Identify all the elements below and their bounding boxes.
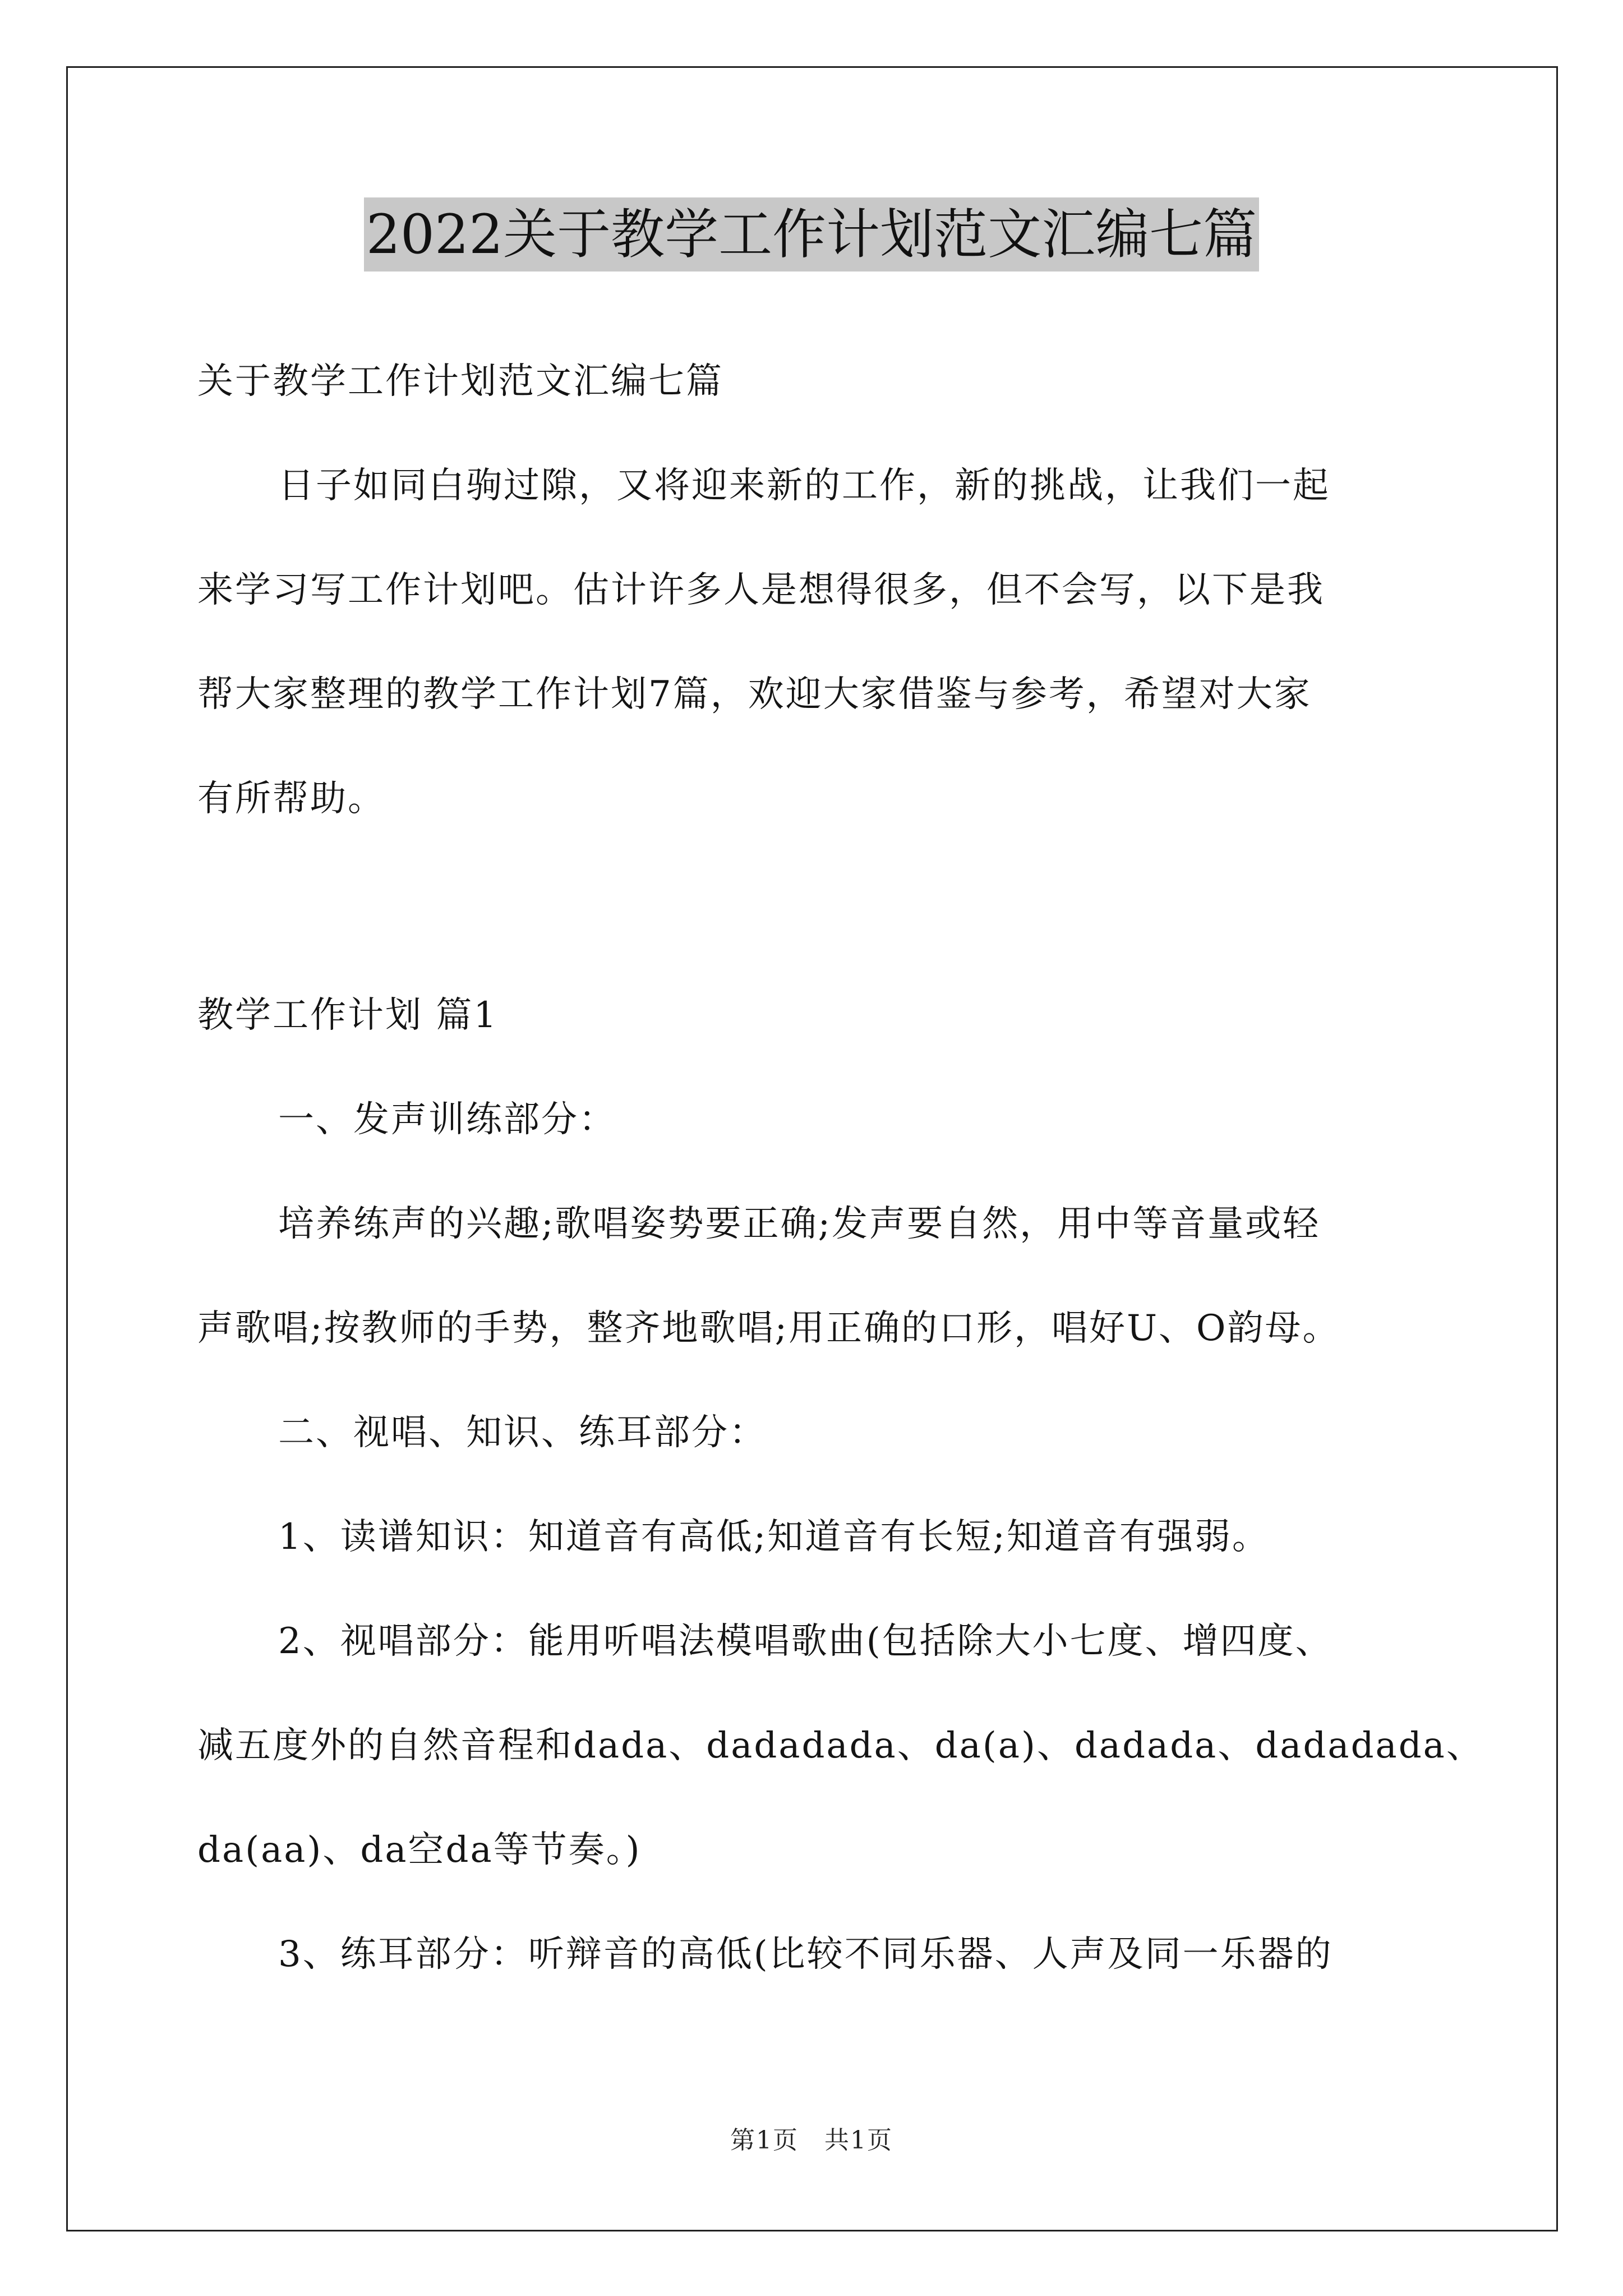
document-title: 2022关于教学工作计划范文汇编七篇 xyxy=(364,197,1259,272)
body-line-4: 二、视唱、知识、练耳部分： xyxy=(278,1412,767,1453)
page-footer: 第1页 共1页 xyxy=(730,2126,893,2155)
body-line-8: da(aa)、da空da等节奏。) xyxy=(197,1829,642,1871)
intro-line-2: 来学习写工作计划吧。估计许多人是想得很多，但不会写，以下是我 xyxy=(197,569,1325,611)
section-heading: 教学工作计划 篇1 xyxy=(197,995,499,1036)
intro-line-1: 日子如同白驹过隙，又将迎来新的工作，新的挑战，让我们一起 xyxy=(278,465,1330,507)
body-line-5: 1、读谱知识：知道音有高低;知道音有长短;知道音有强弱。 xyxy=(278,1516,1270,1558)
document-subtitle: 关于教学工作计划范文汇编七篇 xyxy=(197,361,723,402)
intro-line-3: 帮大家整理的教学工作计划7篇，欢迎大家借鉴与参考，希望对大家 xyxy=(197,674,1312,715)
body-line-3: 声歌唱;按教师的手势，整齐地歌唱;用正确的口形，唱好U、O韵母。 xyxy=(197,1308,1340,1349)
body-line-6: 2、视唱部分：能用听唱法模唱歌曲(包括除大小七度、增四度、 xyxy=(278,1621,1333,1662)
intro-line-4: 有所帮助。 xyxy=(197,778,385,820)
body-line-7: 减五度外的自然音程和dada、dadadada、da(a)、dadada、dadadada、 xyxy=(197,1725,1484,1766)
body-line-1: 一、发声训练部分： xyxy=(278,1099,616,1140)
body-line-9: 3、练耳部分：听辩音的高低(比较不同乐器、人声及同一乐器的 xyxy=(278,1934,1333,1975)
body-line-2: 培养练声的兴趣;歌唱姿势要正确;发声要自然，用中等音量或轻 xyxy=(278,1203,1321,1245)
title-wrap xyxy=(0,197,1623,272)
